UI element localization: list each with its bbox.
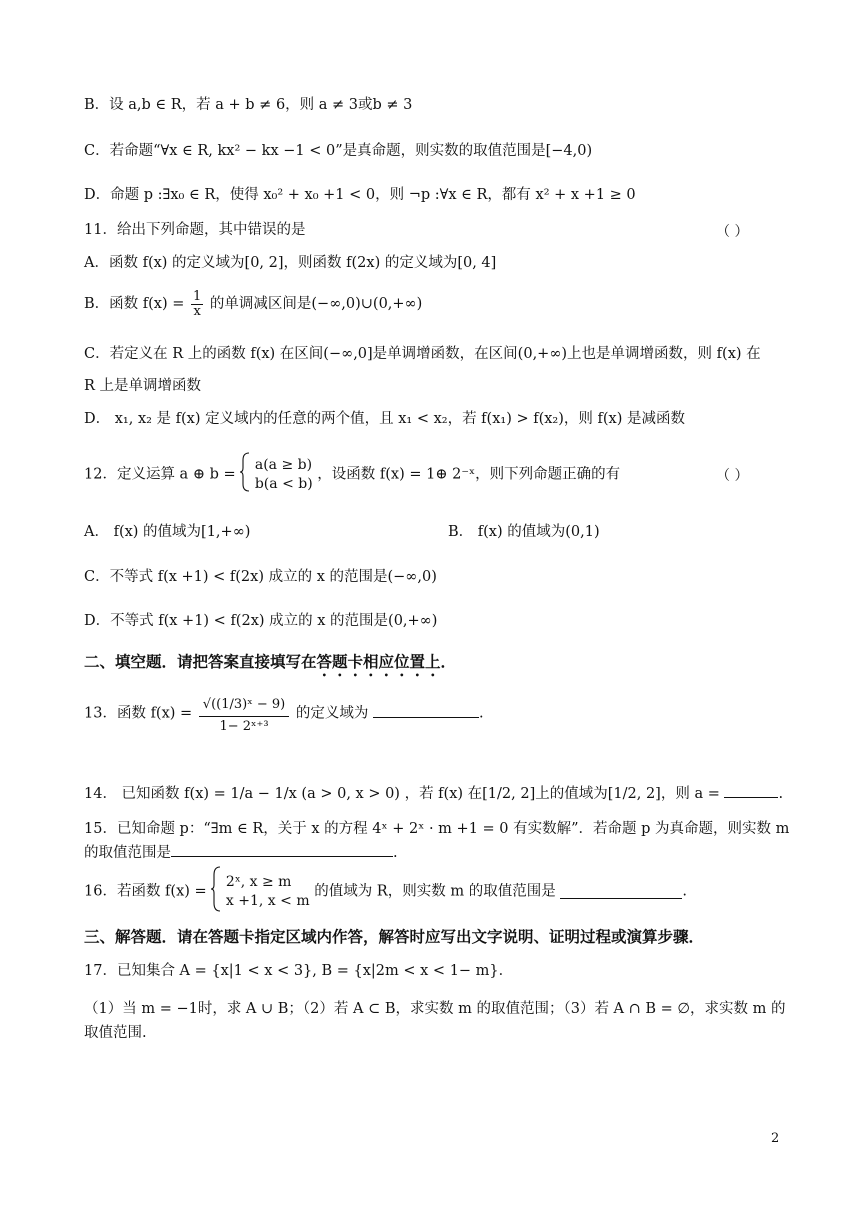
section-3-heading: 三、解答题．请在答题卡指定区域内作答，解答时应写出文字说明、证明过程或演算步骤．	[84, 928, 705, 946]
q14-expression: 1/a − 1/x (a > 0, x > 0)	[230, 786, 400, 802]
q11b-suffix: 的单调减区间是(−∞,0)∪(0,+∞)	[209, 296, 423, 313]
q13-lhs: f(x) =	[150, 705, 193, 722]
blank-14[interactable]	[724, 783, 778, 798]
brace-icon	[240, 452, 250, 497]
question-12-option-c: C．不等式 f(x +1) < f(2x) 成立的 x 的范围是(−∞,0)	[84, 569, 437, 585]
question-17-parts: （1）当 m = −1时，求 A ∪ B；（2）若 A ⊂ B，求实数 m 的取值范围；（3）若 A ∩ B = ∅，求实数 m 的	[84, 1001, 786, 1017]
answer-bracket-12: （ ）	[716, 468, 749, 484]
q14-period: .	[778, 786, 784, 802]
question-11-option-d: D． x₁, x₂ 是 f(x) 定义域内的任意的两个值，且 x₁ < x₂，若 f(x₁) > f(x₂)，则 f(x) 是减函数	[84, 411, 685, 427]
q13-denominator: 1− 2ˣ⁺³	[219, 718, 269, 734]
question-14	[84, 783, 783, 803]
question-11-option-b	[84, 290, 422, 318]
q11b-prefix: B．函数 f(x) =	[84, 296, 185, 313]
question-16	[84, 866, 687, 917]
section-2-emphasis: 答题卡相应位置上	[316, 653, 441, 671]
question-12-stem	[84, 452, 620, 497]
option-c-line: C．若命题“∀x ∈ R, kx² − kx −1 < 0”是真命题，则实数的取值范围是[−4,0)	[84, 143, 593, 159]
answer-bracket-11: （ ）	[716, 224, 749, 240]
q16-case-1: 2ˣ, x ≥ m	[225, 873, 292, 890]
q14-prefix: 14． 已知函数 f(x) =	[84, 786, 226, 802]
option-d-line: D．命题 p :∃x₀ ∈ R，使得 x₀² + x₀ +1 < 0，则 ¬p :∀x ∈ R，都有 x² + x +1 ≥ 0	[84, 187, 636, 203]
q12-prefix: 12．定义运算 a ⊕ b =	[84, 466, 236, 483]
q11b-denominator: x	[193, 303, 201, 319]
q12-suffix: ，设函数 f(x) = 1⊕ 2⁻ˣ，则下列命题正确的有	[317, 466, 621, 483]
q13-fraction	[199, 694, 289, 733]
question-17-stem: 17．已知集合 A = {x|1 < x < 3}, B = {x|2m < x < 1− m}．	[84, 963, 514, 979]
q15-prefix: 的取值范围是	[84, 845, 171, 861]
blank-15[interactable]	[171, 842, 393, 857]
section-2-prefix: 二、填空题．请把答案直接填写在	[84, 653, 317, 671]
q13-numerator: √((1/3)ˣ − 9)	[199, 694, 289, 717]
question-15-line2	[84, 842, 398, 862]
q14-middle: ，若 f(x) 在[1/2, 2]上的值域为[1/2, 2]，则 a =	[404, 786, 720, 802]
question-11-option-c-line2: R 上是单调增函数	[84, 378, 202, 394]
q16-period: .	[682, 883, 687, 900]
question-17-tail: 取值范围.	[84, 1025, 147, 1041]
q13-prefix: 13．函数	[84, 705, 146, 722]
brace-icon	[211, 866, 221, 917]
section-2-heading	[84, 650, 456, 680]
q11b-fraction	[191, 290, 203, 318]
blank-16[interactable]	[560, 884, 682, 899]
q15-period: .	[393, 845, 398, 861]
q13-period: .	[478, 705, 484, 722]
question-12-option-b: B． f(x) 的值域为(0,1)	[448, 524, 600, 540]
question-15-line1: 15．已知命题 p：“∃m ∈ R，关于 x 的方程 4ˣ + 2ˣ · m +1 = 0 有实数解”．若命题 p 为真命题，则实数 m	[84, 821, 790, 837]
q16-suffix: 的值域为 R，则实数 m 的取值范围是	[314, 883, 556, 900]
q12-piecewise	[255, 456, 313, 494]
section-2-suffix: ．	[440, 653, 457, 671]
q13-suffix: 的定义域为	[295, 705, 369, 722]
question-13	[84, 694, 484, 733]
q12-case-2: b(a < b)	[254, 475, 313, 492]
option-b-line: B．设 a,b ∈ R，若 a + b ≠ 6，则 a ≠ 3或b ≠ 3	[84, 97, 413, 113]
question-11-option-c-line1: C．若定义在 R 上的函数 f(x) 在区间(−∞,0]是单调增函数，在区间(0,+∞)上也是单调增函数，则 f(x) 在	[84, 346, 761, 362]
page-number: 2	[771, 1131, 780, 1146]
q11b-numerator: 1	[193, 289, 202, 304]
q16-prefix: 16．若函数 f(x) =	[84, 883, 207, 900]
question-11-stem: 11．给出下列命题，其中错误的是	[84, 222, 306, 238]
question-11-option-a: A．函数 f(x) 的定义域为[0, 2]，则函数 f(2x) 的定义域为[0, 4]	[84, 255, 497, 271]
q16-case-2: x +1, x < m	[225, 892, 310, 909]
question-12-option-d: D．不等式 f(x +1) < f(2x) 成立的 x 的范围是(0,+∞)	[84, 613, 438, 629]
question-12-option-a: A． f(x) 的值域为[1,+∞)	[84, 524, 251, 540]
blank-13[interactable]	[373, 703, 479, 718]
q12-case-1: a(a ≥ b)	[254, 456, 313, 473]
q16-piecewise	[226, 873, 310, 911]
